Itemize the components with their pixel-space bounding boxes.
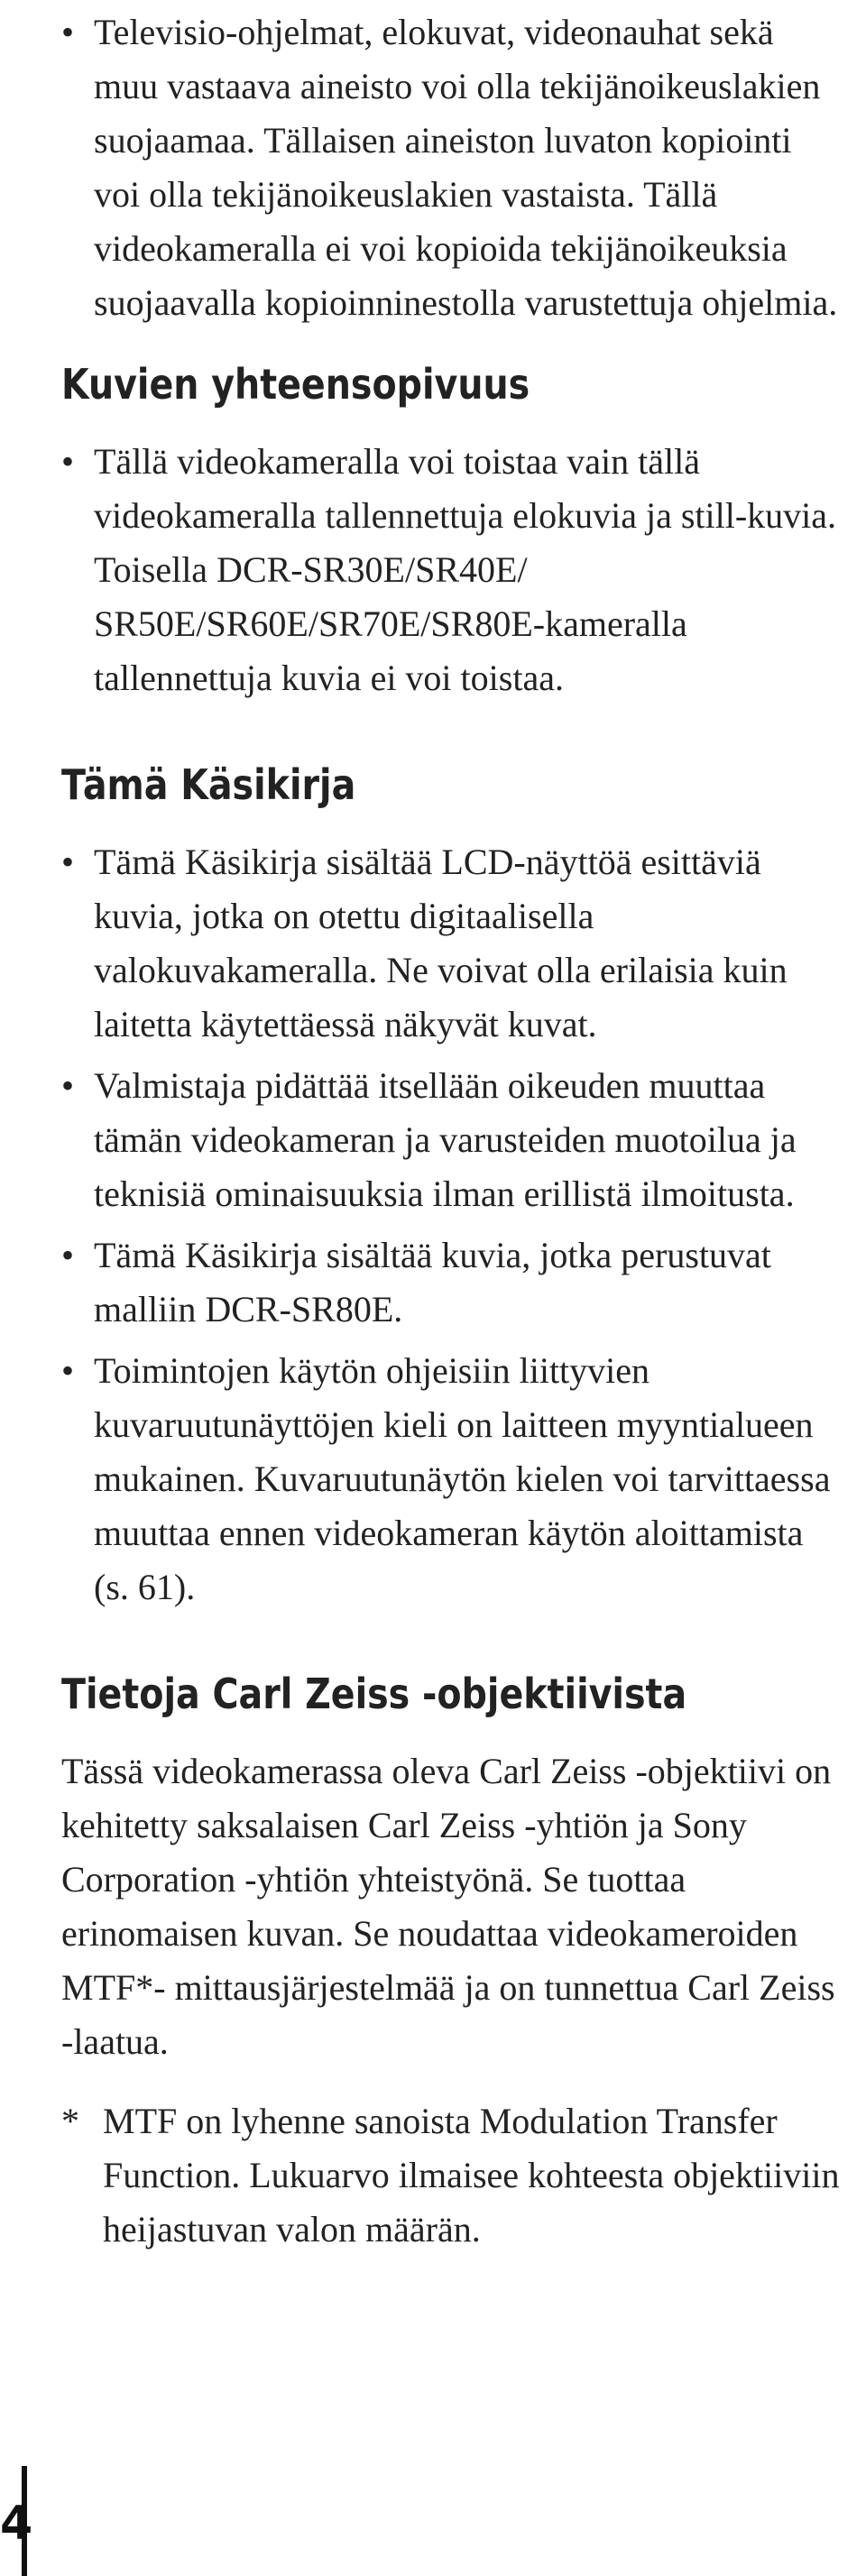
page-number: 4	[0, 2497, 33, 2551]
heading-image-compatibility: Kuvien yhteensopivuus	[61, 360, 530, 409]
mtf-footnote	[61, 2094, 846, 2257]
footnote-text: MTF on lyhenne sanoista Modulation Transfer Function. Lukuarvo ilmaisee kohteesta objektiiviin heijastuvan valon määrän.	[103, 2101, 840, 2249]
heading-carl-zeiss: Tietoja Carl Zeiss -objektiivista	[61, 1670, 687, 1718]
carl-zeiss-paragraph: Tässä videokamerassa oleva Carl Zeiss -objektiivi on kehitetty saksalaisen Carl Zeiss -yhtiön ja Sony Corporation -yhtiön yhteistyönä. Se tuottaa erinomaisen kuvan. Se noudattaa videokameroiden MTF*- mittausjärjestelmää ja on tunnettua Carl Zeiss -laatua.	[61, 1751, 835, 2062]
copyright-bullet-list	[61, 5, 846, 330]
heading-this-manual: Tämä Käsikirja	[61, 760, 356, 809]
compatibility-bullet-list	[61, 435, 846, 705]
manual-bullet-design-changes: • Valmistaja pidättää itsellään oikeuden muuttaa tämän videokameran ja varusteiden muotoilua ja teknisiä ominaisuuksia ilman erillistä ilmoitusta.	[61, 1059, 846, 1221]
manual-bullet-model: • Tämä Käsikirja sisältää kuvia, jotka perustuvat malliin DCR-SR80E.	[61, 1228, 846, 1337]
page-content	[61, 5, 846, 2257]
compatibility-bullet: • Tällä videokameralla voi toistaa vain tällä videokameralla tallennettuja elokuvia ja still-kuvia. Toisella DCR-SR30E/SR40E/ SR50E/SR60E/SR70E/SR80E-kameralla tallennettuja kuvia ei voi toistaa.	[61, 435, 846, 705]
footnote-asterisk: *	[61, 2101, 79, 2141]
manual-bullet-lcd-images: • Tämä Käsikirja sisältää LCD-näyttöä esittäviä kuvia, jotka on otettu digitaalisella valokuvakameralla. Ne voivat olla erilaisia kuin laitetta käytettäessä näkyvät kuvat.	[61, 835, 846, 1052]
manual-bullet-list	[61, 835, 846, 1615]
copyright-bullet: • Televisio-ohjelmat, elokuvat, videonauhat sekä muu vastaava aineisto voi olla tekijänoikeuslakien suojaamaa. Tällaisen aineiston luvaton kopiointi voi olla tekijänoikeuslakien vastaista. Tällä videokameralla ei voi kopioida tekijänoikeuksia suojaavalla kopioinninestolla varustettuja ohjelmia.	[61, 5, 846, 330]
manual-bullet-language: • Toimintojen käytön ohjeisiin liittyvien kuvaruutunäyttöjen kieli on laitteen myyntialueen mukainen. Kuvaruutunäytön kielen voi tarvittaessa muuttaa ennen videokameran käytön aloittamista (s. 61).	[61, 1344, 846, 1615]
